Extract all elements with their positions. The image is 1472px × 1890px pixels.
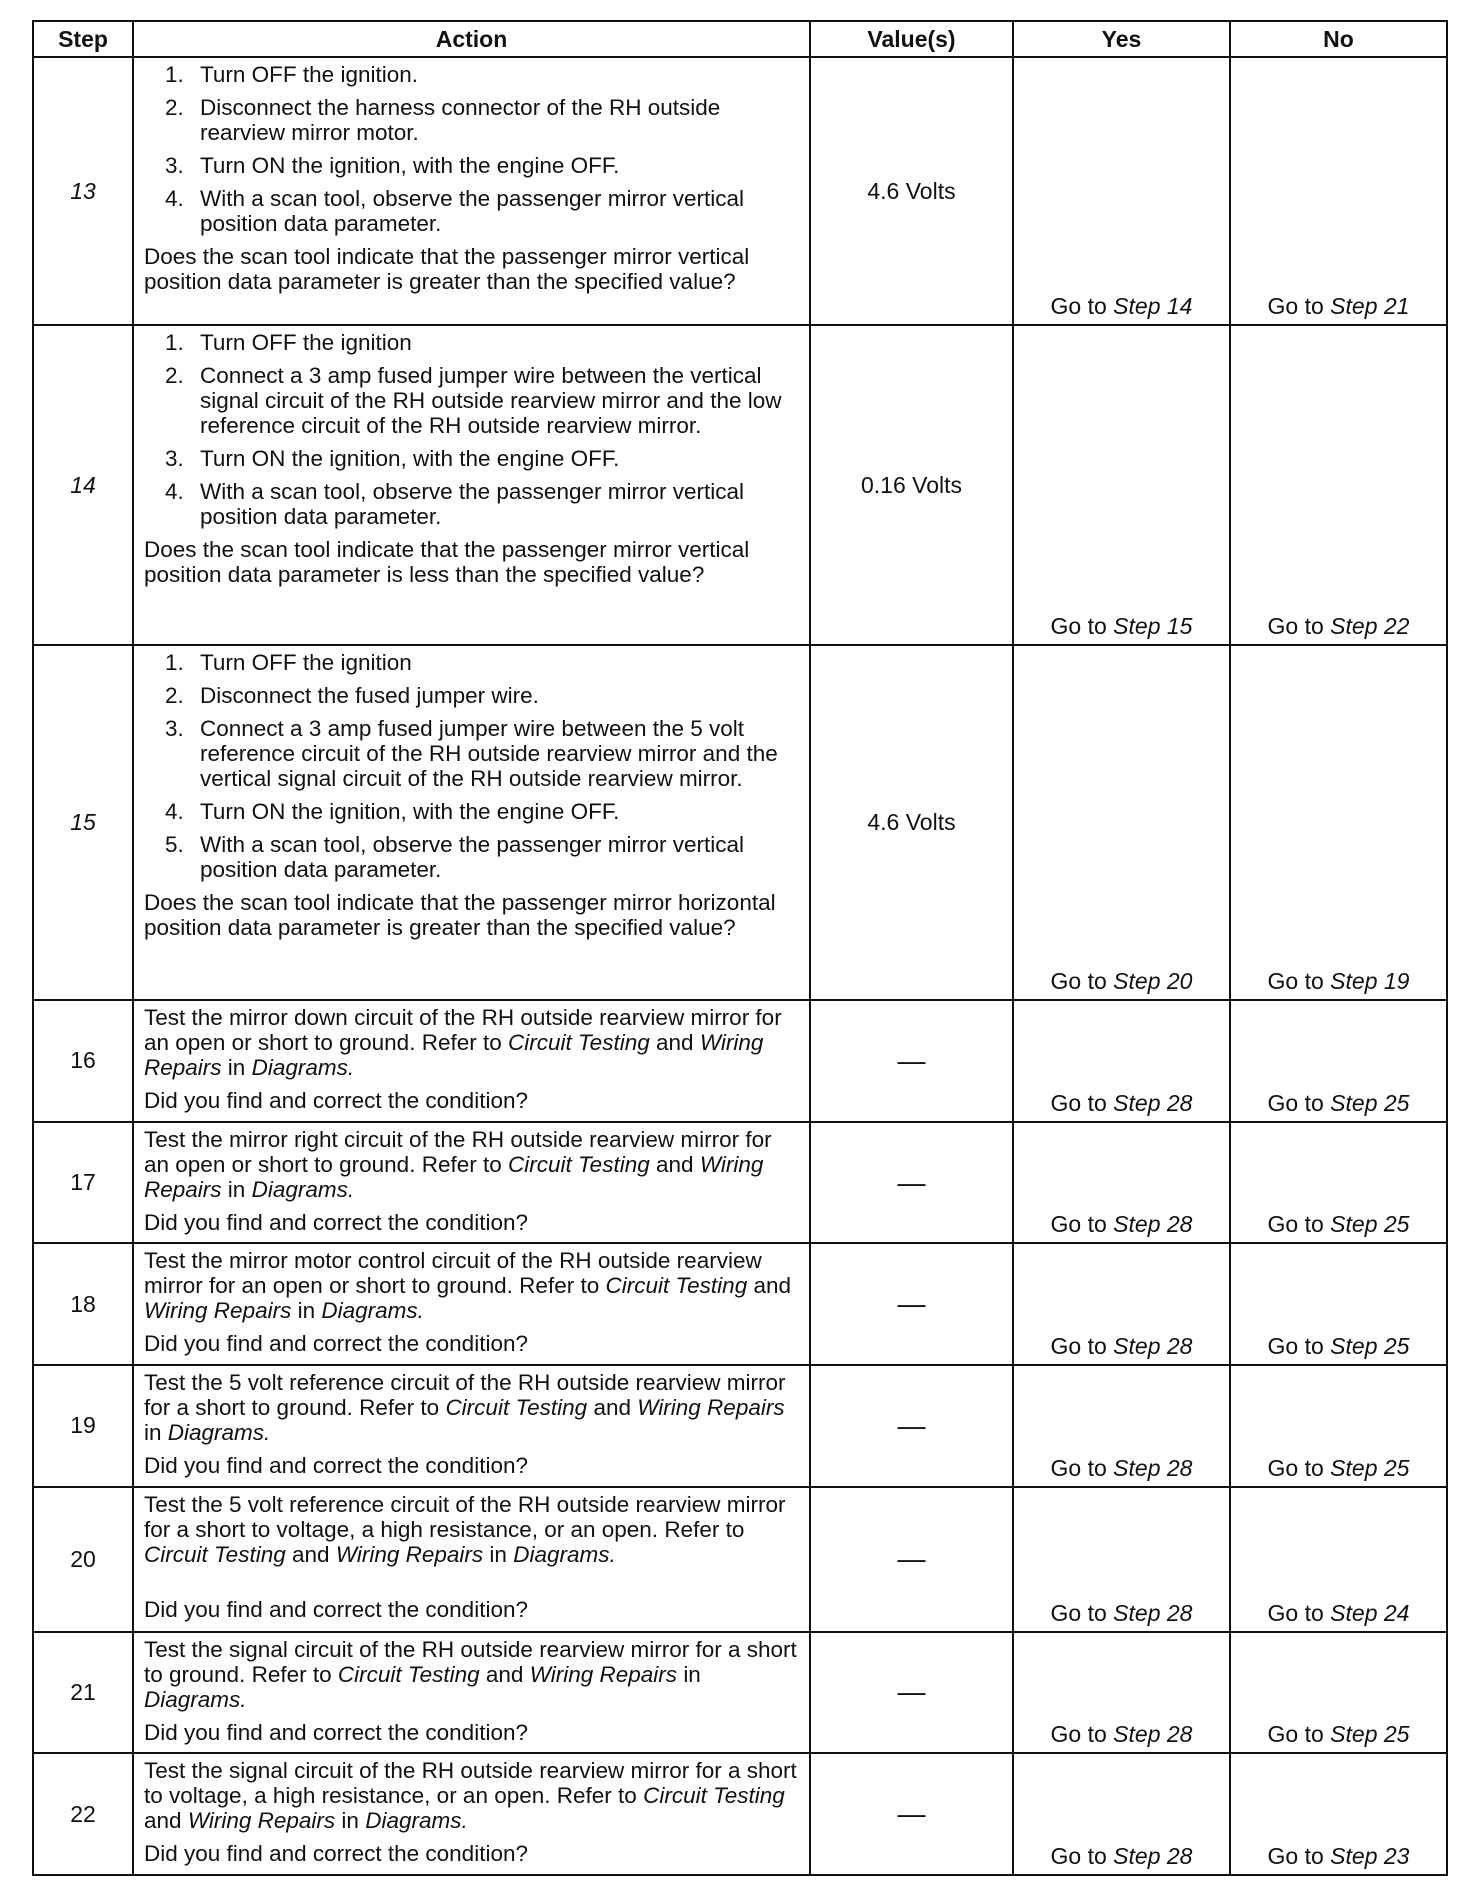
- yes-cell: [1013, 1365, 1230, 1487]
- description-text: Test the signal circuit of the RH outside rearview mirror for a short to voltage, a high resistance, or an open. Refer to: [144, 1758, 797, 1809]
- description-text: Test the mirror down circuit of the RH outside rearview mirror for an open or short to ground. Refer to: [144, 1005, 782, 1056]
- question-text: Did you find and correct the condition?: [144, 1209, 528, 1235]
- list-item: 2. Disconnect the fused jumper wire.: [190, 683, 799, 708]
- list-item: 2. Connect a 3 amp fused jumper wire between the vertical signal circuit of the RH outside rearview mirror and the low reference circuit of the RH outside rearview mirror.: [190, 363, 799, 438]
- diagrams-link[interactable]: Diagrams.: [251, 1055, 355, 1081]
- circuit-testing-link[interactable]: Circuit Testing: [445, 1395, 588, 1421]
- action-cell: [133, 1632, 810, 1754]
- question-text: Did you find and correct the condition?: [144, 1453, 528, 1479]
- action-cell: [133, 1122, 810, 1244]
- circuit-testing-link[interactable]: Circuit Testing: [605, 1273, 748, 1299]
- circuit-testing-link[interactable]: Circuit Testing: [337, 1661, 480, 1687]
- step-number: 13: [33, 57, 133, 325]
- goto-prefix: Go to: [1267, 1843, 1324, 1869]
- list-item: 3. Turn ON the ignition, with the engine OFF.: [190, 446, 799, 471]
- list-item: 5. With a scan tool, observe the passenger mirror vertical position data parameter.: [190, 832, 799, 882]
- table-row: [33, 1487, 1447, 1632]
- action-description: [144, 1637, 799, 1712]
- no-target-link[interactable]: Step 22: [1330, 613, 1410, 640]
- step-number: 17: [33, 1122, 133, 1244]
- in-text: in: [227, 1176, 246, 1202]
- step-number: 16: [33, 1000, 133, 1122]
- no-cell: [1230, 1753, 1447, 1875]
- yes-cell: [1013, 1243, 1230, 1365]
- no-target-link[interactable]: Step 25: [1330, 1211, 1410, 1238]
- question-text: Did you find and correct the condition?: [144, 1719, 528, 1745]
- value-cell: [810, 1753, 1013, 1875]
- description-text: Test the mirror motor control circuit of the RH outside rearview mirror for an open or short to ground. Refer to: [144, 1248, 762, 1299]
- yes-target-link[interactable]: Step 14: [1113, 293, 1193, 320]
- value-cell: [810, 1632, 1013, 1754]
- action-cell: [133, 57, 810, 325]
- goto-prefix: Go to: [1050, 1333, 1107, 1360]
- diagrams-link[interactable]: Diagrams.: [365, 1808, 468, 1834]
- yes-cell: [1013, 1753, 1230, 1875]
- header-row: [33, 21, 1447, 57]
- description-text: Test the 5 volt reference circuit of the RH outside rearview mirror for a short to voltage, a high resistance, or an open. Refer to: [144, 1491, 786, 1542]
- empty-value-dash: —: [897, 1166, 926, 1198]
- table-row: [33, 1365, 1447, 1487]
- yes-cell: [1013, 57, 1230, 325]
- table-row: [33, 1753, 1447, 1875]
- goto-prefix: Go to: [1267, 968, 1324, 995]
- wiring-repairs-link[interactable]: Wiring Repairs: [144, 1298, 292, 1324]
- no-target-link[interactable]: Step 23: [1330, 1843, 1410, 1869]
- goto-prefix: Go to: [1050, 613, 1107, 640]
- yes-cell: [1013, 1122, 1230, 1244]
- wiring-repairs-link[interactable]: Wiring Repairs: [144, 1030, 764, 1081]
- step-number: 19: [33, 1365, 133, 1487]
- goto-prefix: Go to: [1050, 1211, 1107, 1238]
- action-cell: [133, 1487, 810, 1632]
- action-cell: [133, 325, 810, 645]
- value-cell: [810, 1487, 1013, 1632]
- yes-cell: [1013, 1487, 1230, 1632]
- yes-cell: [1013, 1000, 1230, 1122]
- value-cell: 4.6 Volts: [810, 57, 1013, 325]
- yes-target-link[interactable]: Step 28: [1113, 1721, 1193, 1748]
- step-number: 18: [33, 1243, 133, 1365]
- no-target-link[interactable]: Step 24: [1330, 1599, 1410, 1626]
- question-text: Did you find and correct the condition?: [144, 1596, 528, 1622]
- value-cell: 4.6 Volts: [810, 645, 1013, 1000]
- goto-prefix: Go to: [1050, 293, 1107, 320]
- list-item: 4. With a scan tool, observe the passenger mirror vertical position data parameter.: [190, 479, 799, 529]
- empty-value-dash: —: [897, 1044, 926, 1076]
- goto-prefix: Go to: [1267, 1211, 1324, 1238]
- list-item: 2. Disconnect the harness connector of the RH outside rearview mirror motor.: [190, 95, 799, 145]
- yes-target-link[interactable]: Step 28: [1113, 1211, 1193, 1238]
- header-yes: Yes: [1013, 21, 1230, 57]
- value-cell: [810, 1243, 1013, 1365]
- wiring-repairs-link[interactable]: Wiring Repairs: [144, 1151, 764, 1202]
- value-cell: [810, 1000, 1013, 1122]
- no-cell: [1230, 1243, 1447, 1365]
- wiring-repairs-link[interactable]: Wiring Repairs: [529, 1661, 678, 1687]
- action-cell: [133, 1365, 810, 1487]
- list-item: 3. Turn ON the ignition, with the engine OFF.: [190, 153, 799, 178]
- circuit-testing-link[interactable]: Circuit Testing: [508, 1030, 650, 1056]
- no-cell: [1230, 57, 1447, 325]
- yes-cell: [1013, 1632, 1230, 1754]
- in-text: in: [683, 1661, 701, 1687]
- goto-prefix: Go to: [1050, 1721, 1107, 1748]
- no-cell: [1230, 1122, 1447, 1244]
- list-item: 1. Turn OFF the ignition: [190, 330, 799, 355]
- value-cell: 0.16 Volts: [810, 325, 1013, 645]
- circuit-testing-link[interactable]: Circuit Testing: [144, 1541, 286, 1567]
- action-description: [144, 1005, 799, 1080]
- wiring-repairs-link[interactable]: Wiring Repairs: [187, 1808, 336, 1834]
- and-text: and: [593, 1395, 631, 1421]
- question-text: Does the scan tool indicate that the passenger mirror vertical position data parameter is greater than the specified value?: [144, 244, 750, 294]
- goto-prefix: Go to: [1050, 1843, 1107, 1869]
- wiring-repairs-link[interactable]: Wiring Repairs: [637, 1395, 785, 1421]
- no-cell: [1230, 1000, 1447, 1122]
- in-text: in: [297, 1298, 316, 1324]
- goto-prefix: Go to: [1267, 613, 1324, 640]
- goto-prefix: Go to: [1267, 1454, 1324, 1481]
- and-text: and: [656, 1151, 694, 1177]
- list-item: 4. Turn ON the ignition, with the engine OFF.: [190, 799, 799, 824]
- no-target-link[interactable]: Step 25: [1330, 1333, 1410, 1360]
- action-steps-list: [144, 62, 799, 236]
- header-action: Action: [133, 21, 810, 57]
- and-text: and: [292, 1541, 330, 1567]
- circuit-testing-link[interactable]: Circuit Testing: [643, 1783, 785, 1809]
- diagrams-link[interactable]: Diagrams.: [321, 1298, 424, 1324]
- value-cell: [810, 1122, 1013, 1244]
- diagrams-link[interactable]: Diagrams.: [251, 1176, 355, 1202]
- empty-value-dash: —: [897, 1288, 926, 1320]
- table-row: [33, 645, 1447, 1000]
- step-number: 22: [33, 1753, 133, 1875]
- description-text: Test the signal circuit of the RH outside rearview mirror for a short to ground. Refer to: [144, 1636, 797, 1687]
- in-text: in: [144, 1420, 162, 1446]
- and-text: and: [144, 1808, 182, 1834]
- goto-prefix: Go to: [1050, 968, 1107, 995]
- no-target-link[interactable]: Step 19: [1330, 968, 1410, 995]
- action-cell: [133, 1000, 810, 1122]
- empty-value-dash: —: [897, 1409, 926, 1441]
- diagnostic-table: [32, 20, 1448, 1876]
- diagrams-link[interactable]: Diagrams.: [144, 1686, 247, 1712]
- question-text: Does the scan tool indicate that the passenger mirror horizontal position data parameter is greater than the specified value?: [144, 890, 776, 941]
- list-item: 1. Turn OFF the ignition.: [190, 62, 799, 87]
- action-description: [144, 1492, 799, 1567]
- yes-target-link[interactable]: Step 28: [1113, 1333, 1193, 1360]
- no-target-link[interactable]: Step 25: [1330, 1089, 1410, 1116]
- no-target-link[interactable]: Step 21: [1330, 293, 1410, 320]
- empty-value-dash: —: [897, 1543, 926, 1575]
- empty-value-dash: —: [897, 1676, 926, 1708]
- header-no: No: [1230, 21, 1447, 57]
- goto-prefix: Go to: [1267, 1721, 1324, 1748]
- in-text: in: [489, 1541, 507, 1567]
- action-cell: [133, 1753, 810, 1875]
- list-item: 1. Turn OFF the ignition: [190, 650, 799, 675]
- action-cell: [133, 1243, 810, 1365]
- question-text: Did you find and correct the condition?: [144, 1841, 528, 1867]
- no-cell: [1230, 1632, 1447, 1754]
- question-text: Does the scan tool indicate that the passenger mirror vertical position data parameter is less than the specified value?: [144, 537, 750, 588]
- action-description: [144, 1758, 799, 1833]
- and-text: and: [485, 1661, 524, 1687]
- goto-prefix: Go to: [1050, 1454, 1107, 1481]
- list-item: 4. With a scan tool, observe the passenger mirror vertical position data parameter.: [190, 186, 799, 236]
- goto-prefix: Go to: [1267, 1089, 1324, 1116]
- table-row: [33, 1243, 1447, 1365]
- yes-target-link[interactable]: Step 28: [1113, 1599, 1193, 1626]
- question-text: Did you find and correct the condition?: [144, 1331, 528, 1357]
- yes-cell: [1013, 325, 1230, 645]
- yes-target-link[interactable]: Step 28: [1113, 1843, 1193, 1869]
- goto-prefix: Go to: [1267, 293, 1324, 320]
- action-steps-list: [144, 330, 799, 529]
- goto-prefix: Go to: [1050, 1089, 1107, 1116]
- table-row: [33, 1632, 1447, 1754]
- and-text: and: [656, 1030, 694, 1056]
- table-row: [33, 1122, 1447, 1244]
- and-text: and: [753, 1273, 792, 1299]
- goto-prefix: Go to: [1267, 1599, 1324, 1626]
- question-text: Did you find and correct the condition?: [144, 1088, 528, 1114]
- action-cell: [133, 645, 810, 1000]
- yes-target-link[interactable]: Step 20: [1113, 968, 1193, 995]
- empty-value-dash: —: [897, 1798, 926, 1830]
- description-text: Test the mirror right circuit of the RH outside rearview mirror for an open or short to ground. Refer to: [144, 1126, 772, 1177]
- step-number: 21: [33, 1632, 133, 1754]
- diagrams-link[interactable]: Diagrams.: [513, 1541, 616, 1567]
- circuit-testing-link[interactable]: Circuit Testing: [508, 1151, 650, 1177]
- no-cell: [1230, 1487, 1447, 1632]
- in-text: in: [227, 1055, 246, 1081]
- no-cell: [1230, 325, 1447, 645]
- goto-prefix: Go to: [1050, 1599, 1107, 1626]
- table-row: [33, 325, 1447, 645]
- no-cell: [1230, 645, 1447, 1000]
- header-values: Value(s): [810, 21, 1013, 57]
- yes-target-link[interactable]: Step 28: [1113, 1089, 1193, 1116]
- step-number: 20: [33, 1487, 133, 1632]
- header-step: Step: [33, 21, 133, 57]
- action-description: [144, 1248, 799, 1323]
- step-number: 14: [33, 325, 133, 645]
- table-row: [33, 1000, 1447, 1122]
- no-target-link[interactable]: Step 25: [1330, 1721, 1410, 1748]
- no-target-link[interactable]: Step 25: [1330, 1454, 1410, 1481]
- in-text: in: [341, 1808, 359, 1834]
- yes-cell: [1013, 645, 1230, 1000]
- wiring-repairs-link[interactable]: Wiring Repairs: [335, 1541, 484, 1567]
- list-item: 3. Connect a 3 amp fused jumper wire between the 5 volt reference circuit of the RH outside rearview mirror and the vertical signal circuit of the RH outside rearview mirror.: [190, 716, 799, 791]
- yes-target-link[interactable]: Step 15: [1113, 613, 1193, 640]
- no-cell: [1230, 1365, 1447, 1487]
- goto-prefix: Go to: [1267, 1333, 1324, 1360]
- step-number: 15: [33, 645, 133, 1000]
- action-steps-list: [144, 650, 799, 882]
- table-row: [33, 57, 1447, 325]
- diagrams-link[interactable]: Diagrams.: [167, 1420, 271, 1446]
- yes-target-link[interactable]: Step 28: [1113, 1454, 1193, 1481]
- action-description: [144, 1127, 799, 1202]
- description-text: Test the 5 volt reference circuit of the RH outside rearview mirror for a short to ground. Refer to: [144, 1370, 786, 1421]
- action-description: [144, 1370, 799, 1445]
- value-cell: [810, 1365, 1013, 1487]
